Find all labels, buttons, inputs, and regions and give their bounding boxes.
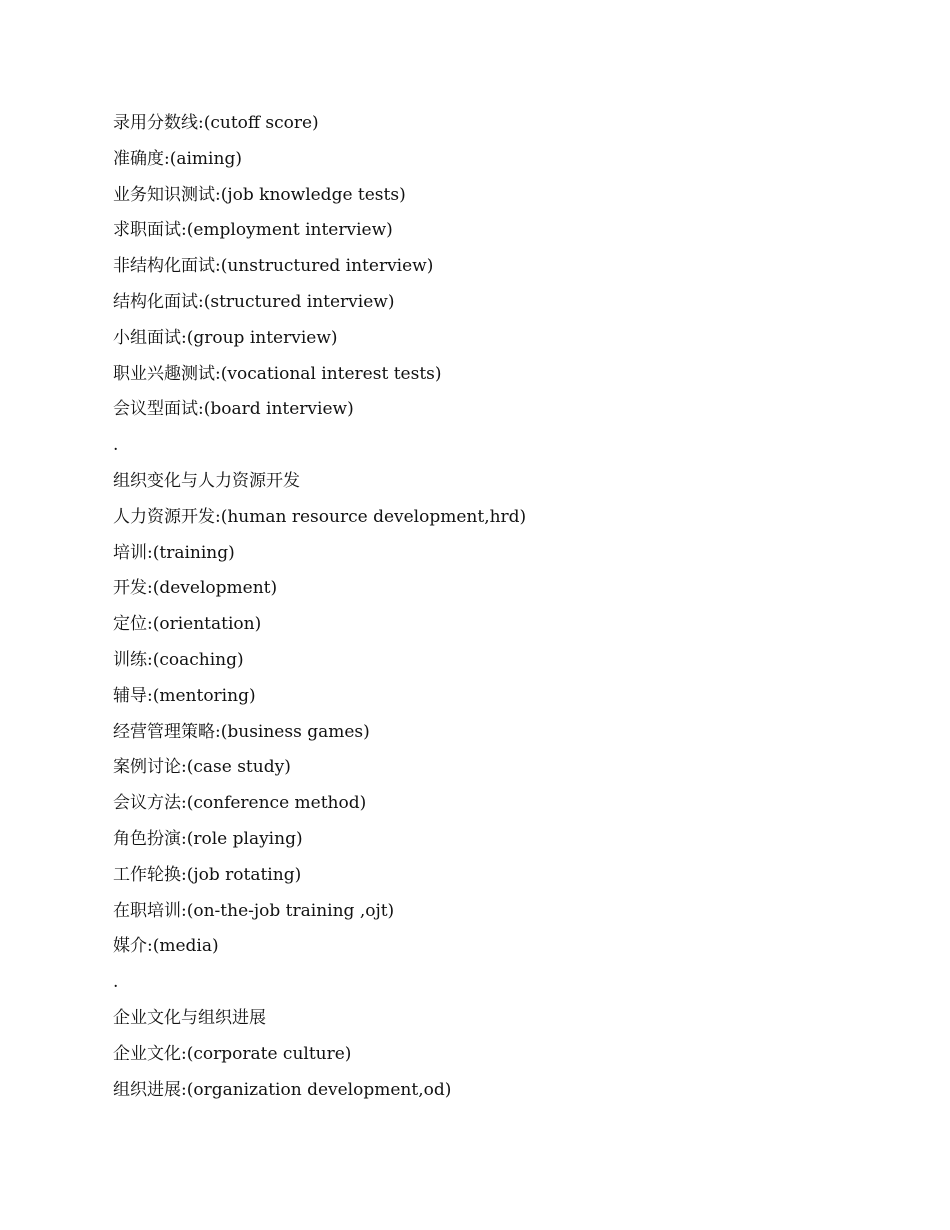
- glossary-line: 求职面试:(employment interview): [113, 220, 393, 241]
- glossary-line: 在职培训:(on-the-job training ,ojt): [113, 900, 395, 921]
- glossary-line: 职业兴趣测试:(vocational interest tests): [113, 363, 442, 384]
- glossary-line: 媒介:(media): [113, 936, 219, 957]
- glossary-line: 小组面试:(group interview): [113, 327, 338, 348]
- glossary-line: 会议型面试:(board interview): [113, 399, 354, 420]
- glossary-line: 业务知识测试:(job knowledge tests): [113, 184, 406, 205]
- glossary-line: 开发:(development): [113, 578, 278, 599]
- glossary-line: 定位:(orientation): [113, 614, 262, 635]
- separator-dot: .: [113, 972, 119, 993]
- glossary-line: 案例讨论:(case study): [113, 757, 291, 778]
- glossary-line: 经营管理策略:(business games): [113, 721, 370, 742]
- glossary-line: 角色扮演:(role playing): [113, 828, 303, 849]
- glossary-line: 结构化面试:(structured interview): [113, 291, 395, 312]
- document-body: [113, 106, 873, 1108]
- glossary-line: 人力资源开发:(human resource development,hrd): [113, 506, 527, 527]
- glossary-line: 企业文化:(corporate culture): [113, 1043, 352, 1064]
- glossary-line: 非结构化面试:(unstructured interview): [113, 256, 434, 277]
- separator-dot: .: [113, 435, 119, 456]
- glossary-line: 培训:(training): [113, 542, 235, 563]
- glossary-line: 录用分数线:(cutoff score): [113, 113, 319, 133]
- section-heading: 企业文化与组织进展: [113, 1007, 266, 1028]
- glossary-line: 准确度:(aiming): [113, 148, 242, 169]
- glossary-line: 工作轮换:(job rotating): [113, 864, 302, 885]
- glossary-line: 会议方法:(conference method): [113, 793, 367, 814]
- section-heading: 组织变化与人力资源开发: [113, 470, 300, 491]
- glossary-line: 训练:(coaching): [113, 649, 244, 670]
- glossary-line: 组织进展:(organization development,od): [113, 1079, 452, 1100]
- glossary-line: 辅导:(mentoring): [113, 685, 256, 706]
